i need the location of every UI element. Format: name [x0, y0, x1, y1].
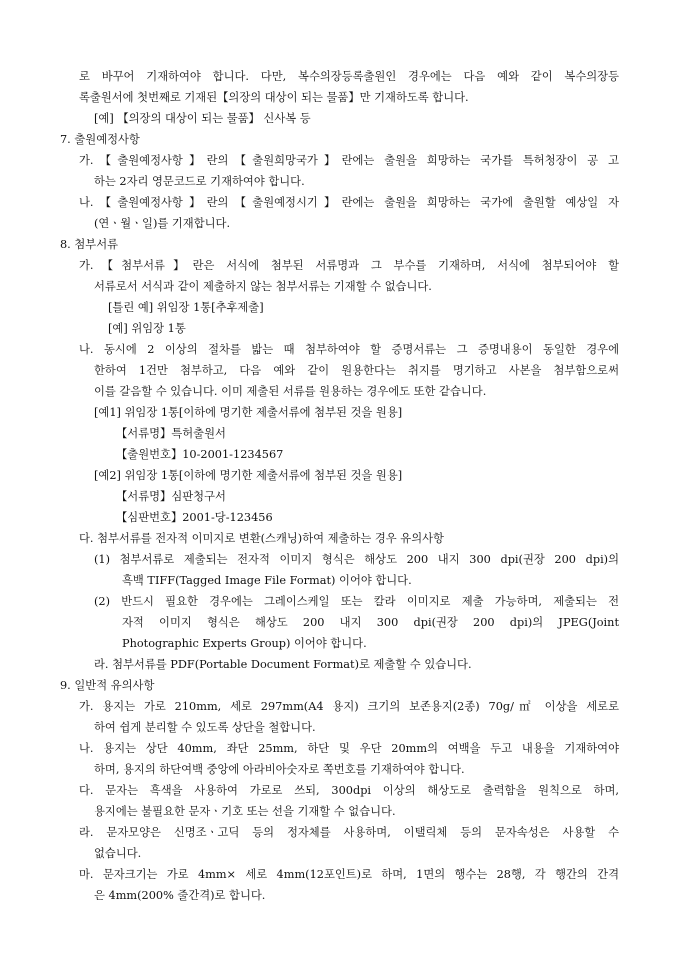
text-line: 가.【첨부서류】란은 서식에 첨부된 서류명과 그 부수를 기재하며, 서식에 첨부되어야 할: [79, 259, 619, 272]
text-line: 하는 2자리 영문코드로 기재하여야 합니다.: [94, 175, 305, 188]
text-line: 마. 문자크기는 가로 4mm× 세로 4mm(12포인트)로 하며, 1면의 행수는 28행, 각 행간의 간격: [79, 868, 619, 881]
text-line: 【서류명】심판청구서: [116, 490, 226, 503]
text-line: 없습니다.: [94, 847, 142, 860]
text-line: 8. 첨부서류: [60, 238, 119, 251]
text-line: 【서류명】특허출원서: [116, 427, 226, 440]
text-line: 흑백 TIFF(Tagged Image File Format) 이어야 합니다.: [122, 574, 412, 587]
text-line: (연ㆍ월ㆍ일)를 기재합니다.: [94, 217, 231, 230]
text-line: (1) 첨부서류로 제출되는 전자적 이미지 형식은 해상도 200 내지 300 dpi(권장 200 dpi)의: [94, 553, 619, 566]
text-line: 서류로서 서식과 같이 제출하지 않는 첨부서류는 기재할 수 없습니다.: [94, 280, 432, 293]
text-line: 다. 첨부서류를 전자적 이미지로 변환(스캐닝)하여 제출하는 경우 유의사항: [79, 532, 444, 545]
text-line: Photographic Experts Group) 이어야 합니다.: [122, 637, 367, 650]
text-line: 로 바꾸어 기재하여야 합니다. 다만, 복수의장등록출원인 경우에는 다음 예와 같이 복수의장등: [79, 70, 619, 83]
text-line: 나. 용지는 상단 40mm, 좌단 25mm, 하단 및 우단 20mm의 여백을 두고 내용을 기재하여야: [79, 742, 619, 755]
text-line: 가. 용지는 가로 210mm, 세로 297mm(A4 용지) 크기의 보존용지(2종) 70g/㎡ 이상을 세로로: [79, 700, 619, 713]
text-line: [예] 【의장의 대상이 되는 물품】 신사복 등: [94, 112, 311, 125]
text-line: (2) 반드시 필요한 경우에는 그레이스케일 또는 칼라 이미지로 제출 가능하며, 제출되는 전: [94, 595, 619, 608]
text-line: 하여 쉽게 분리할 수 있도록 상단을 철합니다.: [94, 721, 316, 734]
text-line: 7. 출원예정사항: [60, 133, 140, 146]
text-line: 【심판번호】2001-당-123456: [116, 511, 273, 524]
text-line: 라. 문자모양은 신명조ㆍ고딕 등의 정자체를 사용하며, 이탤릭체 등의 문자속성은 사용할 수: [79, 826, 619, 839]
text-line: 이를 갈음할 수 있습니다. 이미 제출된 서류를 원용하는 경우에도 또한 같습니다.: [94, 385, 487, 398]
text-line: 9. 일반적 유의사항: [60, 679, 155, 692]
text-line: 록출원서에 첫번째로 기재된【의장의 대상이 되는 물품】만 기재하도록 합니다.: [79, 91, 469, 104]
text-line: 다. 문자는 흑색을 사용하여 가로로 쓰되, 300dpi 이상의 해상도로 출력함을 원칙으로 하며,: [79, 784, 619, 797]
text-line: 하며, 용지의 하단여백 중앙에 아라비아숫자로 쪽번호를 기재하여야 합니다.: [94, 763, 465, 776]
text-line: [예1] 위임장 1통[이하에 명기한 제출서류에 첨부된 것을 원용]: [94, 406, 403, 419]
text-line: 라. 첨부서류를 PDF(Portable Document Format)로 제출할 수 있습니다.: [94, 658, 472, 671]
text-line: 용지에는 불필요한 문자ㆍ기호 또는 선을 기재할 수 없습니다.: [94, 805, 396, 818]
text-line: [예2] 위임장 1통[이하에 명기한 제출서류에 첨부된 것을 원용]: [94, 469, 403, 482]
text-line: 나. 동시에 2 이상의 절차를 밟는 때 첨부하여야 할 증명서류는 그 증명내용이 동일한 경우에: [79, 343, 619, 356]
text-line: 은 4mm(200% 줄간격)로 합니다.: [94, 889, 266, 902]
text-line: 한하여 1건만 첨부하고, 다음 예와 같이 원용한다는 취지를 명기하고 사본을 첨부함으로써: [94, 364, 619, 377]
text-line: [틀린 예] 위임장 1통[추후제출]: [108, 301, 264, 314]
text-line: 【출원번호】10-2001-1234567: [116, 448, 284, 461]
text-line: 나.【출원예정사항】란의【출원예정시기】란에는 출원을 희망하는 국가에 출원할 예상일 자: [79, 196, 619, 209]
text-line: 자적 이미지 형식은 해상도 200 내지 300 dpi(권장 200 dpi)의 JPEG(Joint: [122, 616, 619, 629]
text-line: [예] 위임장 1통: [108, 322, 186, 335]
text-line: 가.【출원예정사항】란의【출원희망국가】란에는 출원을 희망하는 국가를 특허청장이 공 고: [79, 154, 619, 167]
